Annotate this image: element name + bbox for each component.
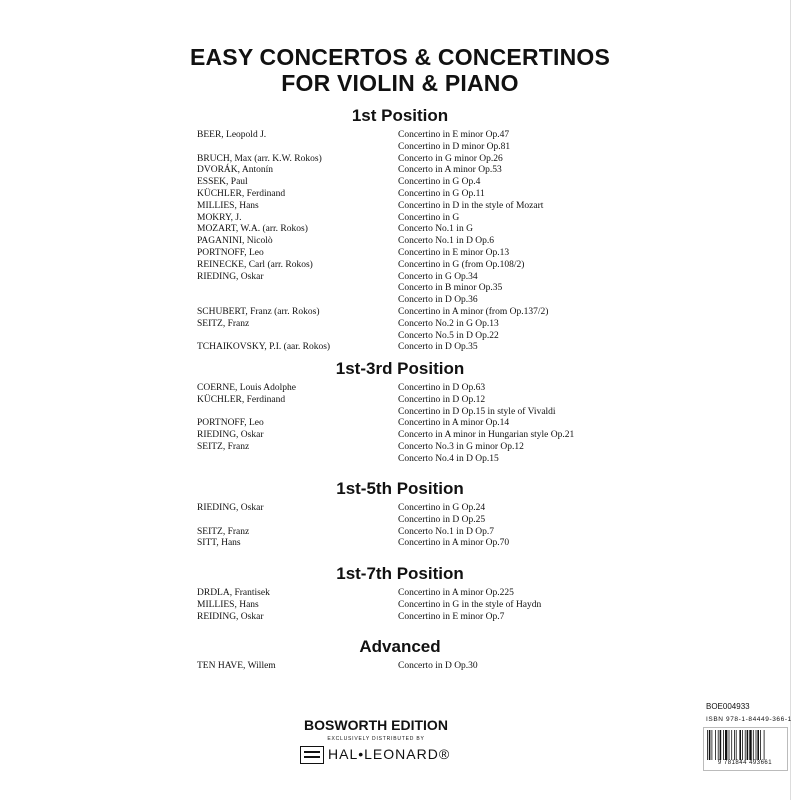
hal-leonard-logo-icon	[300, 746, 324, 764]
composer-name: COERNE, Louis Adolphe	[197, 383, 296, 393]
title-line-2: FOR VIOLIN & PIANO	[281, 70, 519, 96]
section-heading: 1st-5th Position	[336, 479, 464, 498]
work-title: Concertino in D minor Op.81	[398, 141, 511, 152]
work-title: Concerto in D Op.30	[398, 661, 478, 671]
composer-name: BEER, Leopold J.	[197, 130, 267, 140]
composer-name: KÜCHLER, Ferdinand	[197, 189, 286, 199]
composer-name: RIEDING, Oskar	[197, 430, 264, 441]
work-title: Concerto in A minor in Hungarian style Op.21	[398, 430, 575, 441]
work-title: Concertino in G Op.4	[398, 177, 481, 188]
composer-name: PORTNOFF, Leo	[197, 248, 264, 258]
barcode-bars	[705, 730, 786, 760]
work-title: Concerto No.1 in D Op.6	[398, 236, 495, 247]
work-title: Concerto in D Op.35	[398, 342, 478, 353]
composer-name: PORTNOFF, Leo	[197, 418, 264, 429]
work-title: Concertino in E minor Op.13	[398, 248, 510, 258]
composer-name: SEITZ, Franz	[197, 526, 250, 537]
work-title: Concerto in G minor Op.26	[398, 153, 503, 164]
section-heading: 1st-7th Position	[336, 564, 464, 583]
work-title: Concertino in D in the style of Mozart	[398, 200, 544, 211]
composer-name: SEITZ, Franz	[197, 318, 250, 329]
composer-name: MILLIES, Hans	[197, 599, 259, 610]
work-title: Concertino in D Op.12	[398, 394, 486, 405]
work-title: Concertino in E minor Op.47	[398, 130, 510, 140]
composer-name: TCHAIKOVSKY, P.I. (aar. Rokos)	[197, 342, 331, 353]
work-title: Concertino in G (from Op.108/2)	[398, 259, 525, 270]
composer-name: SEITZ, Franz	[197, 442, 250, 452]
composer-name: KÜCHLER, Ferdinand	[197, 394, 286, 405]
work-title: Concerto in D Op.36	[398, 295, 478, 306]
work-title: Concertino in A minor Op.225	[398, 588, 514, 598]
composer-name: REIDING, Oskar	[197, 611, 264, 622]
section-heading: Advanced	[359, 637, 441, 656]
work-title: Concerto No.3 in G minor Op.12	[398, 442, 524, 452]
composer-name: ESSEK, Paul	[197, 177, 248, 188]
title-line-1: EASY CONCERTOS & CONCERTINOS	[189, 44, 611, 70]
work-title: Concerto in B minor Op.35	[398, 283, 503, 294]
work-title: Concertino in D Op.15 in style of Vivaldi	[398, 406, 556, 417]
work-title: Concerto No.1 in G	[398, 224, 473, 235]
section-heading: 1st Position	[351, 106, 449, 125]
composer-name: SITT, Hans	[197, 538, 241, 549]
work-title: Concertino in A minor Op.14	[398, 418, 510, 429]
hal-leonard-logo	[300, 744, 470, 764]
catalog-number: BOE004933	[706, 702, 750, 711]
distributed-by-label: EXCLUSIVELY DISTRIBUTED BY	[327, 736, 425, 742]
section-heading: 1st-3rd Position	[335, 359, 465, 378]
publisher-name: BOSWORTH EDITION	[304, 717, 448, 733]
work-title: Concerto No.4 in D Op.15	[398, 453, 499, 464]
work-title: Concertino in G	[398, 212, 460, 223]
work-title: Concerto No.5 in D Op.22	[398, 330, 499, 341]
work-title: Concertino in G Op.24	[398, 503, 486, 513]
work-title: Concerto in A minor Op.53	[398, 165, 502, 176]
isbn: ISBN 978-1-84449-366-1	[706, 716, 792, 723]
work-title: Concerto No.2 in G Op.13	[398, 318, 499, 329]
work-title: Concertino in D Op.25	[398, 514, 486, 525]
composer-name: MILLIES, Hans	[197, 200, 259, 211]
distributor-name: HAL•LEONARD®	[328, 746, 451, 762]
composer-name: PAGANINI, Nicolò	[197, 236, 273, 247]
composer-name: MOZART, W.A. (arr. Rokos)	[197, 224, 308, 235]
work-title: Concerto No.1 in D Op.7	[398, 526, 495, 537]
composer-name: BRUCH, Max (arr. K.W. Rokos)	[197, 153, 322, 164]
composer-name: RIEDING, Oskar	[197, 271, 264, 282]
work-title: Concertino in A minor (from Op.137/2)	[398, 307, 549, 317]
composer-name: SCHUBERT, Franz (arr. Rokos)	[197, 307, 320, 317]
composer-name: MOKRY, J.	[197, 212, 242, 223]
composer-name: RIEDING, Oskar	[197, 503, 264, 513]
work-title: Concertino in G in the style of Haydn	[398, 599, 542, 610]
work-title: Concertino in E minor Op.7	[398, 611, 505, 622]
work-title: Concerto in G Op.34	[398, 271, 478, 282]
composer-name: DVORÁK, Antonín	[197, 165, 274, 176]
composer-name: REINECKE, Carl (arr. Rokos)	[197, 259, 313, 270]
work-title: Concertino in D Op.63	[398, 383, 486, 393]
work-title: Concertino in G Op.11	[398, 189, 485, 199]
composer-name: TEN HAVE, Willem	[197, 661, 276, 671]
barcode-number: 9 781844 493661	[704, 760, 786, 766]
work-title: Concertino in A minor Op.70	[398, 538, 510, 549]
composer-name: DRDLA, Frantisek	[197, 588, 270, 598]
